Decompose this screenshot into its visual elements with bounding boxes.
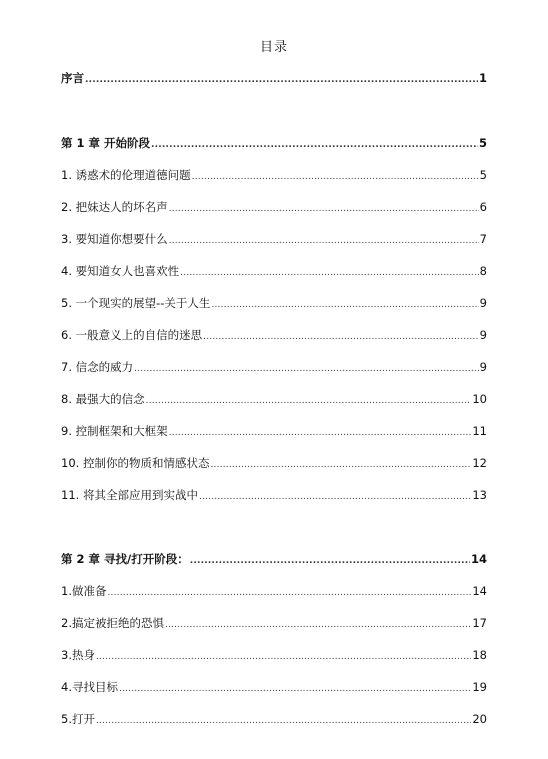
toc-entry-label: 第 2 章 寻找/打开阶段： — [61, 552, 189, 566]
toc-entry-page: 6 — [479, 200, 487, 214]
toc-entry-page: 9 — [479, 360, 487, 374]
toc-entry-page: 13 — [472, 488, 487, 502]
toc-entry-label: 6. 一般意义上的自信的迷思 — [61, 328, 203, 342]
toc-title: 目录 — [259, 40, 288, 55]
toc-entry-page: 12 — [472, 456, 487, 470]
dot-leader — [146, 395, 472, 407]
toc-entry-chapter-2[interactable] — [61, 551, 487, 567]
toc-entry-label: 1.做准备 — [61, 584, 107, 598]
toc-entry-page: 5 — [479, 168, 487, 182]
toc-entry-page: 17 — [472, 616, 487, 630]
toc-entry-page: 14 — [470, 552, 487, 566]
dot-leader — [85, 74, 478, 86]
toc-entry-page: 10 — [472, 392, 487, 406]
dot-leader — [96, 715, 471, 727]
dot-leader — [169, 427, 472, 439]
toc-entry-label: 4.寻找目标 — [61, 680, 118, 694]
toc-entry[interactable] — [61, 487, 487, 503]
toc-entry[interactable] — [61, 231, 487, 247]
toc-entry-label: 4. 要知道女人也喜欢性 — [61, 264, 180, 278]
toc-entry-label: 序言 — [61, 71, 84, 85]
toc-entry[interactable] — [61, 455, 487, 471]
toc-entry[interactable] — [61, 167, 487, 183]
dot-leader — [96, 651, 471, 663]
dot-leader — [151, 139, 478, 151]
dot-leader — [107, 587, 471, 599]
dot-leader — [119, 683, 471, 695]
toc-entry-label: 5.打开 — [61, 712, 95, 726]
toc-entry-page: 7 — [479, 232, 487, 246]
toc-entry-page: 18 — [472, 648, 487, 662]
toc-entry-label: 2.搞定被拒绝的恐惧 — [61, 616, 164, 630]
toc-entry-page: 14 — [472, 584, 487, 598]
toc-entry[interactable] — [61, 263, 487, 279]
dot-leader — [190, 555, 470, 567]
toc-entry[interactable] — [61, 199, 487, 215]
dot-leader — [203, 331, 479, 343]
dot-leader — [211, 299, 478, 311]
toc-entry-page: 11 — [472, 424, 487, 438]
toc-entry-label: 11. 将其全部应用到实战中 — [61, 488, 198, 502]
dot-leader — [165, 619, 471, 631]
toc-entry[interactable] — [61, 647, 487, 663]
toc-entry[interactable] — [61, 295, 487, 311]
toc-entry-page: 1 — [478, 71, 487, 85]
toc-entry-page: 20 — [472, 712, 487, 726]
toc-entry-label: 8. 最强大的信念 — [61, 392, 145, 406]
dot-leader — [180, 267, 479, 279]
toc-entry-label: 7. 信念的威力 — [61, 360, 134, 374]
toc-entry-chapter-1[interactable] — [61, 135, 487, 151]
toc-entry-label: 3.热身 — [61, 648, 95, 662]
toc-entry-label: 3. 要知道你想要什么 — [61, 232, 168, 246]
toc-entry-preface[interactable] — [61, 70, 487, 86]
toc-entry-label: 10. 控制你的物质和情感状态 — [61, 456, 210, 470]
toc-entry-page: 19 — [472, 680, 487, 694]
dot-leader — [199, 491, 471, 503]
toc-entry[interactable] — [61, 327, 487, 343]
toc-entry[interactable] — [61, 391, 487, 407]
dot-leader — [210, 459, 471, 471]
dot-leader — [169, 235, 479, 247]
toc-entry-page: 8 — [479, 264, 487, 278]
toc-entry-page: 9 — [479, 328, 487, 342]
dot-leader — [192, 171, 479, 183]
toc-entry[interactable] — [61, 615, 487, 631]
toc-entry-label: 9. 控制框架和大框架 — [61, 424, 168, 438]
toc-entry-label: 5. 一个现实的展望--关于人生 — [61, 296, 211, 310]
dot-leader — [134, 363, 479, 375]
toc-entry[interactable] — [61, 583, 487, 599]
toc-entry[interactable] — [61, 423, 487, 439]
toc-entry-page: 9 — [479, 296, 487, 310]
toc-entry[interactable] — [61, 359, 487, 375]
toc-entry[interactable] — [61, 711, 487, 727]
toc-entry-label: 1. 诱惑术的伦理道德问题 — [61, 168, 191, 182]
dot-leader — [169, 203, 479, 215]
toc-entry-label: 2. 把妹达人的坏名声 — [61, 200, 168, 214]
toc-entry-label: 第 1 章 开始阶段 — [61, 136, 151, 150]
toc-entry[interactable] — [61, 679, 487, 695]
toc-entry-page: 5 — [478, 136, 487, 150]
